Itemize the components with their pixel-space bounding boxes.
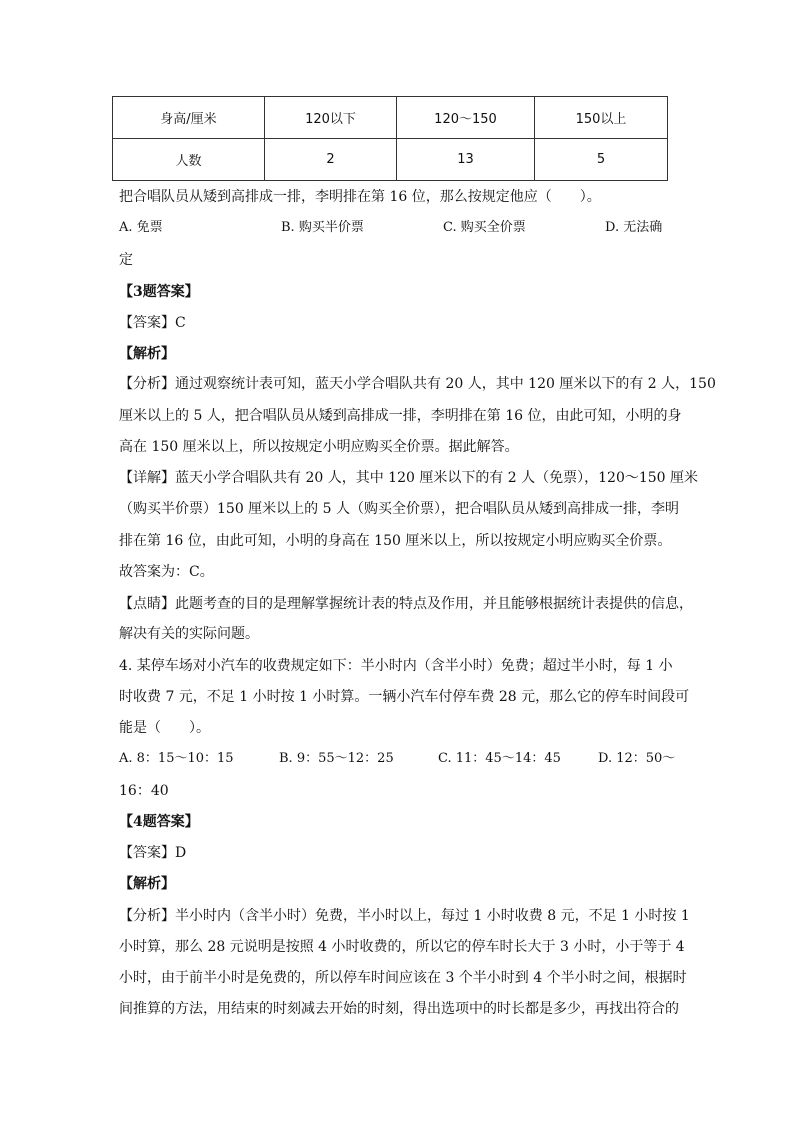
table-cell: 身高/厘米	[113, 97, 265, 139]
table-row	[113, 139, 668, 181]
q3-answer: 【答案】C	[119, 315, 186, 331]
table-cell: 5	[535, 139, 668, 181]
q3-option-c: C. 购买全价票	[443, 220, 526, 235]
q3-option-d: D. 无法确	[605, 220, 663, 235]
table-cell: 2	[265, 139, 397, 181]
q3-xiangjie-line: 【详解】蓝天小学合唱队共有 20 人，其中 120 厘米以下的有 2 人（免票），120～150 厘米	[119, 470, 699, 486]
statistics-table	[112, 96, 668, 181]
q4-answer: 【答案】D	[119, 845, 187, 861]
table-row	[113, 97, 668, 139]
q3-final-answer: 故答案为：C。	[119, 564, 214, 580]
q4-stem-line: 4. 某停车场对小汽车的收费规定如下：半小时内（含半小时）免费；超过半小时，每 1 小	[119, 658, 673, 674]
q4-options	[119, 749, 674, 769]
q4-stem-line: 能是（ ）。	[119, 720, 210, 736]
q4-option-a: A. 8：15～10：15	[119, 751, 234, 766]
q3-dianjing-line: 【点睛】此题考查的目的是理解掌握统计表的特点及作用，并且能够根据统计表提供的信息，	[119, 596, 693, 612]
q4-fenxi-line: 小时，由于前半小时是免费的，所以停车时间应该在 3 个半小时到 4 个半小时之间，根据时	[119, 970, 687, 986]
q4-option-c: C. 11：45～14：45	[438, 751, 561, 766]
q3-xiangjie-line: （购买半价票）150 厘米以上的 5 人（购买全价票），把合唱队员从矮到高排成一排，李明	[119, 501, 679, 517]
table-cell: 150以上	[535, 97, 668, 139]
q3-option-wrap: 定	[119, 252, 133, 268]
q4-option-b: B. 9：55～12：25	[279, 751, 394, 766]
q4-fenxi-line: 间推算的方法，用结束的时刻减去开始的时刻，得出选项中的时长都是多少，再找出符合的	[119, 1001, 679, 1017]
q4-fenxi-line: 小时算，那么 28 元说明是按照 4 小时收费的，所以它的停车时长大于 3 小时，小于等于 4	[119, 939, 685, 955]
q4-option-wrap: 16：40	[119, 783, 169, 799]
q3-fenxi-line: 高在 150 厘米以上，所以按规定小明应购买全价票。据此解答。	[119, 439, 519, 455]
q3-xiangjie-line: 排在第 16 位，由此可知，小明的身高在 150 厘米以上，所以按规定小明应购买全价票。	[119, 533, 672, 549]
q3-fenxi-line: 【分析】通过观察统计表可知，蓝天小学合唱队共有 20 人，其中 120 厘米以下的有 2 人，150	[119, 376, 716, 392]
q3-analysis-label: 【解析】	[119, 346, 175, 362]
q3-option-a: A. 免票	[119, 220, 163, 235]
q4-analysis-label: 【解析】	[119, 876, 175, 892]
q4-fenxi-line: 【分析】半小时内（含半小时）免费，半小时以上，每过 1 小时收费 8 元，不足 1 小时按 1	[119, 908, 690, 924]
q4-option-d: D. 12：50～	[598, 751, 676, 766]
q3-fenxi-line: 厘米以上的 5 人，把合唱队员从矮到高排成一排，李明排在第 16 位，由此可知，小明的身	[119, 408, 682, 424]
table-cell: 120～150	[397, 97, 535, 139]
q3-options	[119, 218, 674, 238]
table-cell: 人数	[113, 139, 265, 181]
q3-option-b: B. 购买半价票	[281, 220, 364, 235]
q4-answer-header: 【4题答案】	[119, 814, 199, 830]
q4-stem-line: 时收费 7 元，不足 1 小时按 1 小时算。一辆小汽车付停车费 28 元，那么它的停车时间段可	[119, 689, 690, 705]
table-cell: 120以下	[265, 97, 397, 139]
q3-answer-header: 【3题答案】	[119, 284, 199, 300]
q3-dianjing-line: 解决有关的实际问题。	[119, 626, 259, 642]
q3-stem: 把合唱队员从矮到高排成一排，李明排在第 16 位，那么按规定他应（ ）。	[119, 189, 601, 205]
table-cell: 13	[397, 139, 535, 181]
